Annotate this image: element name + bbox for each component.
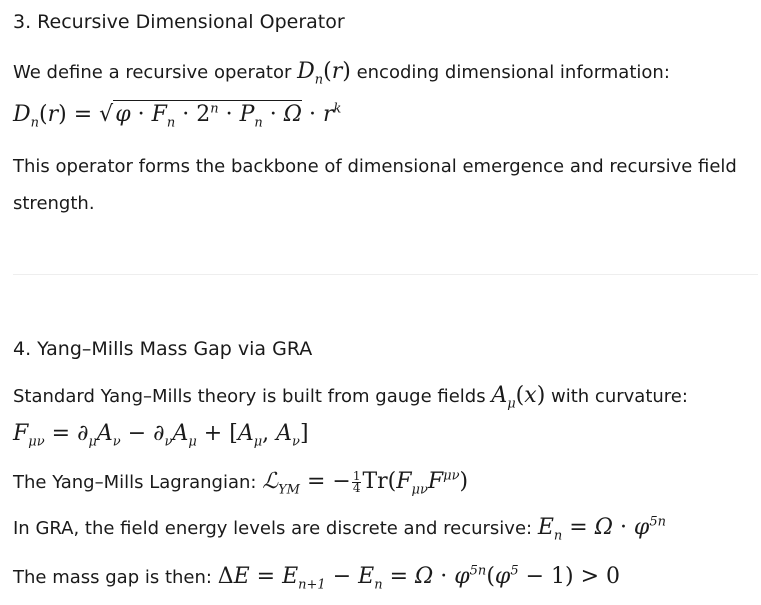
lagrangian-text: The Yang–Mills Lagrangian:	[13, 472, 257, 493]
lagrangian-formula: ℒ$_{YM}$ = − $\frac{1}{4}$ $Tr(F_{\mu\nu}F^{\mu\nu})$	[262, 468, 469, 498]
mass-gap-formula: $\Delta E = E_{n+1} - E_n = \Omega \cdot \varphi^{5n}(\varphi^5 - 1) > 0$	[217, 563, 621, 593]
section-3-intro	[13, 59, 670, 88]
section-3-intro-math: $D_n(r)$	[297, 59, 351, 88]
mass-gap-line	[13, 563, 621, 593]
section-4-intro-math: $A_\mu(x)$	[491, 383, 546, 412]
section-divider	[13, 274, 758, 275]
section-4-heading: 4. Yang–Mills Mass Gap via GRA	[13, 338, 313, 360]
section-4-intro-text: Standard Yang–Mills theory is built from gauge fields	[13, 386, 486, 407]
section-4-intro	[13, 383, 688, 412]
section-3-intro-suffix: encoding dimensional information:	[356, 62, 670, 83]
curvature-formula: $F_{\mu\nu} = \partial_\mu A_\nu - \partial_\nu A_\mu + [A_\mu$, $A_\nu$]	[13, 421, 309, 450]
section-3-heading: 3. Recursive Dimensional Operator	[13, 11, 345, 33]
energy-line	[13, 514, 666, 544]
lagrangian-line	[13, 468, 469, 498]
section-3-body: This operator forms the backbone of dimensional emergence and recursive field strength.	[13, 156, 737, 214]
mass-gap-text: The mass gap is then:	[13, 567, 212, 588]
section-3-intro-text: We define a recursive operator	[13, 62, 292, 83]
energy-formula: $E_n = \Omega \cdot \varphi^{5n}$	[537, 514, 666, 544]
section-4-intro-suffix: with curvature:	[551, 386, 688, 407]
section-3-formula: $D_n(r) = √\varphi \cdot F_n \cdot 2^n \cdot P_n \cdot \Omega \cdot r^k$	[13, 101, 342, 131]
energy-text: In GRA, the field energy levels are discrete and recursive:	[13, 518, 533, 539]
